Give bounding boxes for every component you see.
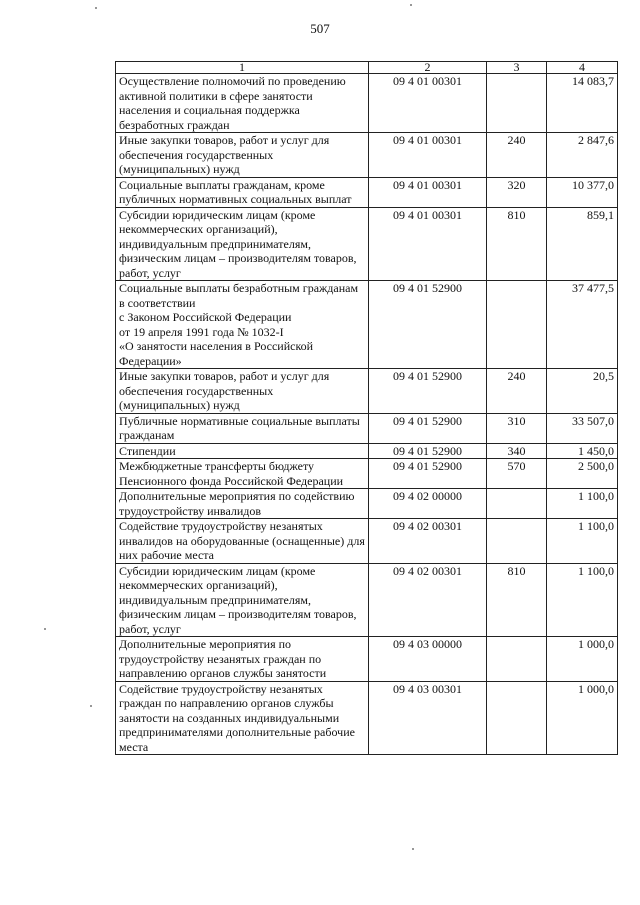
cell-amount: 1 100,0 — [547, 519, 618, 564]
page-number: 507 — [310, 21, 330, 36]
table-row — [116, 413, 618, 443]
cell-type — [487, 519, 547, 564]
table-row — [116, 177, 618, 207]
cell-name: Стипендии — [116, 443, 369, 459]
cell-name: Субсидии юридическим лицам (кроме некоммерческих организаций), индивидуальным предпринимателям, физическим лицам – производителям товаров, работ, услуг — [116, 207, 369, 281]
cell-type: 810 — [487, 563, 547, 637]
cell-code: 09 4 01 00301 — [369, 74, 487, 133]
scan-speck — [90, 705, 92, 707]
cell-amount: 10 377,0 — [547, 177, 618, 207]
cell-name: Публичные нормативные социальные выплаты гражданам — [116, 413, 369, 443]
cell-code: 09 4 01 00301 — [369, 207, 487, 281]
cell-name: Социальные выплаты гражданам, кроме публичных нормативных социальных выплат — [116, 177, 369, 207]
column-header: 3 — [487, 62, 547, 74]
table-row — [116, 519, 618, 564]
cell-type: 240 — [487, 133, 547, 178]
cell-code: 09 4 01 52900 — [369, 369, 487, 414]
cell-name: Социальные выплаты безработным гражданам в соответствии с Законом Российской Федерации от 19 апреля 1991 года № 1032-I «О занятости населения в Российской Федерации» — [116, 281, 369, 369]
cell-name: Межбюджетные трансферты бюджету Пенсионного фонда Российской Федерации — [116, 459, 369, 489]
table-row — [116, 133, 618, 178]
cell-code: 09 4 03 00301 — [369, 681, 487, 755]
cell-amount: 1 450,0 — [547, 443, 618, 459]
cell-code: 09 4 01 52900 — [369, 281, 487, 369]
cell-amount: 20,5 — [547, 369, 618, 414]
cell-type: 810 — [487, 207, 547, 281]
cell-type: 320 — [487, 177, 547, 207]
budget-table — [115, 61, 618, 755]
scan-speck — [44, 628, 46, 630]
cell-amount: 2 500,0 — [547, 459, 618, 489]
cell-amount: 1 100,0 — [547, 563, 618, 637]
cell-code: 09 4 03 00000 — [369, 637, 487, 682]
cell-amount: 1 000,0 — [547, 637, 618, 682]
cell-code: 09 4 01 52900 — [369, 443, 487, 459]
column-header: 1 — [116, 62, 369, 74]
cell-name: Содействие трудоустройству незанятых граждан по направлению органов службы занятости на созданных индивидуальными предпринимателями дополнительные рабочие места — [116, 681, 369, 755]
cell-name: Осуществление полномочий по проведению активной политики в сфере занятости населения и социальная поддержка безработных граждан — [116, 74, 369, 133]
scan-speck — [410, 4, 412, 6]
cell-code: 09 4 02 00000 — [369, 489, 487, 519]
cell-amount: 859,1 — [547, 207, 618, 281]
cell-amount: 14 083,7 — [547, 74, 618, 133]
header-row — [116, 62, 618, 74]
cell-name: Дополнительные мероприятия по содействию трудоустройству инвалидов — [116, 489, 369, 519]
cell-type — [487, 681, 547, 755]
cell-amount: 33 507,0 — [547, 413, 618, 443]
cell-type — [487, 489, 547, 519]
cell-type: 310 — [487, 413, 547, 443]
cell-type — [487, 281, 547, 369]
cell-amount: 1 000,0 — [547, 681, 618, 755]
column-header: 2 — [369, 62, 487, 74]
table-row — [116, 281, 618, 369]
cell-amount: 37 477,5 — [547, 281, 618, 369]
cell-type: 240 — [487, 369, 547, 414]
table-row — [116, 74, 618, 133]
cell-code: 09 4 02 00301 — [369, 563, 487, 637]
cell-type — [487, 74, 547, 133]
cell-type: 340 — [487, 443, 547, 459]
table-row — [116, 637, 618, 682]
table-row — [116, 489, 618, 519]
cell-amount: 2 847,6 — [547, 133, 618, 178]
cell-name: Содействие трудоустройству незанятых инвалидов на оборудованные (оснащенные) для них рабочие места — [116, 519, 369, 564]
scan-speck — [95, 7, 97, 9]
cell-code: 09 4 01 52900 — [369, 459, 487, 489]
column-header: 4 — [547, 62, 618, 74]
cell-name: Дополнительные мероприятия по трудоустройству незанятых граждан по направлению органов службы занятости — [116, 637, 369, 682]
cell-code: 09 4 01 52900 — [369, 413, 487, 443]
table-row — [116, 443, 618, 459]
table-row — [116, 459, 618, 489]
scan-speck — [412, 848, 414, 850]
cell-amount: 1 100,0 — [547, 489, 618, 519]
cell-code: 09 4 01 00301 — [369, 133, 487, 178]
cell-code: 09 4 02 00301 — [369, 519, 487, 564]
cell-type — [487, 637, 547, 682]
cell-code: 09 4 01 00301 — [369, 177, 487, 207]
cell-name: Иные закупки товаров, работ и услуг для обеспечения государственных (муниципальных) нужд — [116, 369, 369, 414]
table-row — [116, 681, 618, 755]
table-row — [116, 563, 618, 637]
cell-name: Иные закупки товаров, работ и услуг для обеспечения государственных (муниципальных) нужд — [116, 133, 369, 178]
cell-name: Субсидии юридическим лицам (кроме некоммерческих организаций), индивидуальным предпринимателям, физическим лицам – производителям товаров, работ, услуг — [116, 563, 369, 637]
table-row — [116, 207, 618, 281]
table-row — [116, 369, 618, 414]
cell-type: 570 — [487, 459, 547, 489]
